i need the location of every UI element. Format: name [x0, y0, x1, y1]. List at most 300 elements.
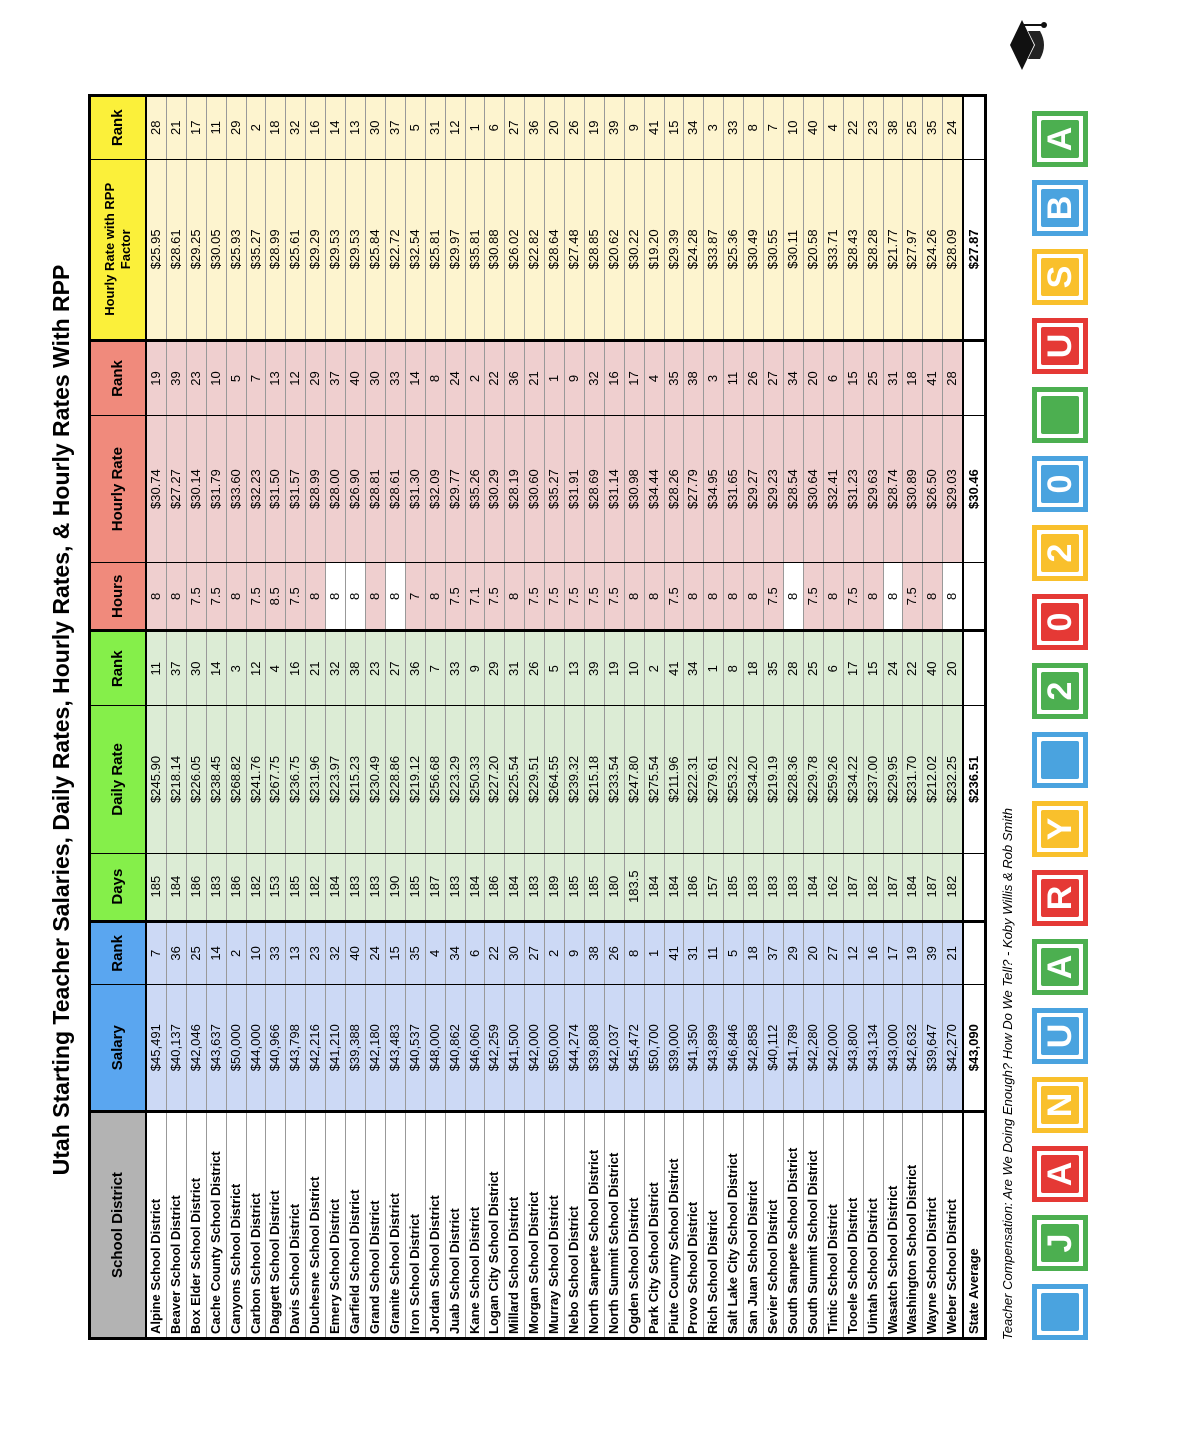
letter-blocks-logo [1032, 111, 1088, 1340]
rpp-rate: $28.64 [545, 159, 565, 340]
days: 183 [744, 853, 764, 921]
days: 185 [286, 853, 306, 921]
salary: $41,789 [784, 985, 804, 1112]
table-row [903, 96, 923, 1339]
rpp-rank: 26 [565, 96, 585, 160]
hourly-rate: $28.74 [883, 415, 903, 562]
hourly-rate: $31.79 [206, 415, 226, 562]
daily-rank: 1 [704, 631, 724, 706]
days: 187 [843, 853, 863, 921]
salary-rank: 32 [326, 921, 346, 985]
salary: $42,046 [186, 985, 206, 1112]
daily-rank: 41 [664, 631, 684, 706]
rpp-rank: 31 [425, 96, 445, 160]
hourly-rate: $34.95 [704, 415, 724, 562]
rpp-rate: $29.53 [326, 159, 346, 340]
hours: 7.5 [286, 563, 306, 631]
daily-rank: 34 [684, 631, 704, 706]
hours: 7.5 [903, 563, 923, 631]
daily-rank: 24 [883, 631, 903, 706]
hourly-rate: $29.77 [445, 415, 465, 562]
rpp-rate: $24.28 [684, 159, 704, 340]
days: 184 [326, 853, 346, 921]
letter-block [1032, 801, 1088, 857]
rpp-rate: $25.81 [425, 159, 445, 340]
salary-rank: 37 [764, 921, 784, 985]
col-header-hours: Hours [90, 563, 147, 631]
daily-rate: $233.54 [604, 706, 624, 853]
hours: 8 [704, 563, 724, 631]
district-name: North Summit School District [604, 1112, 624, 1339]
graduation-cap-icon [1000, 15, 1060, 75]
rpp-rate: $28.61 [166, 159, 186, 340]
rpp-rate: $20.58 [803, 159, 823, 340]
salary-rank: 39 [923, 921, 943, 985]
salary: $40,862 [445, 985, 465, 1112]
hourly-rank: 4 [644, 341, 664, 416]
salary: $41,500 [505, 985, 525, 1112]
daily-rate: $225.54 [505, 706, 525, 853]
rpp-rank: 24 [943, 96, 963, 160]
salary-rank: 40 [346, 921, 366, 985]
hourly-rate: $28.81 [365, 415, 385, 562]
table-row [505, 96, 525, 1339]
hourly-rank: 41 [923, 341, 943, 416]
daily-rate: $215.23 [346, 706, 366, 853]
state-average-label: State Average [963, 1112, 986, 1339]
district-name: Wasatch School District [883, 1112, 903, 1339]
table-row [863, 96, 883, 1339]
district-name: Piute County School District [664, 1112, 684, 1339]
daily-rank: 35 [764, 631, 784, 706]
hours: 8 [863, 563, 883, 631]
rpp-rank: 27 [505, 96, 525, 160]
district-name: Kane School District [465, 1112, 485, 1339]
hours: 7.1 [465, 563, 485, 631]
col-header-hourly-rate: Hourly Rate [90, 415, 147, 562]
rpp-rank: 34 [684, 96, 704, 160]
daily-rank: 3 [226, 631, 246, 706]
salary: $50,000 [226, 985, 246, 1112]
hourly-rank: 9 [565, 341, 585, 416]
hourly-rate: $31.23 [843, 415, 863, 562]
rpp-rate: $29.29 [306, 159, 326, 340]
salary-rank: 31 [684, 921, 704, 985]
rpp-rate: $21.77 [883, 159, 903, 340]
salary: $43,134 [863, 985, 883, 1112]
salary-rank: 41 [664, 921, 684, 985]
rpp-rank: 29 [226, 96, 246, 160]
days: 182 [246, 853, 266, 921]
rpp-rank: 11 [206, 96, 226, 160]
daily-rank: 33 [445, 631, 465, 706]
hours: 8 [505, 563, 525, 631]
letter-block-face: 0 [1041, 465, 1079, 503]
table-row [624, 96, 644, 1339]
district-name: Grand School District [365, 1112, 385, 1339]
hourly-rate: $30.29 [485, 415, 505, 562]
daily-rate: $229.51 [525, 706, 545, 853]
col-header-rpp-rate: Hourly Rate with RPP Factor [90, 159, 147, 340]
salary: $43,000 [883, 985, 903, 1112]
avg-rpp-rate: $27.87 [963, 159, 986, 340]
hours: 7.5 [206, 563, 226, 631]
salary-rank: 15 [385, 921, 405, 985]
salary: $40,966 [266, 985, 286, 1112]
letter-block-face: A [1041, 1155, 1079, 1193]
salary-rank: 26 [604, 921, 624, 985]
rpp-rate: $30.55 [764, 159, 784, 340]
daily-rate: $228.36 [784, 706, 804, 853]
rpp-rate: $30.11 [784, 159, 804, 340]
hourly-rank: 24 [445, 341, 465, 416]
days: 184 [644, 853, 664, 921]
daily-rank: 10 [624, 631, 644, 706]
district-name: Weber School District [943, 1112, 963, 1339]
daily-rank: 30 [186, 631, 206, 706]
hourly-rate: $26.50 [923, 415, 943, 562]
hourly-rate: $31.57 [286, 415, 306, 562]
letter-block-face: J [1041, 1224, 1079, 1262]
table-row [346, 96, 366, 1339]
rpp-rate: $28.85 [584, 159, 604, 340]
hours: 8.5 [266, 563, 286, 631]
district-name: Ogden School District [624, 1112, 644, 1339]
table-row [485, 96, 505, 1339]
rpp-rate: $33.87 [704, 159, 724, 340]
days: 183 [525, 853, 545, 921]
daily-rank: 2 [644, 631, 664, 706]
rpp-rate: $30.88 [485, 159, 505, 340]
rpp-rank: 6 [485, 96, 505, 160]
days: 185 [146, 853, 166, 921]
rpp-rate: $35.81 [465, 159, 485, 340]
hourly-rank: 33 [385, 341, 405, 416]
salary: $43,637 [206, 985, 226, 1112]
letter-block-face [1041, 396, 1079, 434]
salary: $44,274 [565, 985, 585, 1112]
salary: $42,037 [604, 985, 624, 1112]
daily-rank: 18 [744, 631, 764, 706]
salary-rank: 25 [186, 921, 206, 985]
days: 183 [784, 853, 804, 921]
hours: 7.5 [664, 563, 684, 631]
col-header-days: Days [90, 853, 147, 921]
hourly-rate: $31.91 [565, 415, 585, 562]
daily-rank: 20 [943, 631, 963, 706]
days: 183 [206, 853, 226, 921]
hourly-rate: $30.14 [186, 415, 206, 562]
district-name: Davis School District [286, 1112, 306, 1339]
rpp-rank: 13 [346, 96, 366, 160]
salary: $40,112 [764, 985, 784, 1112]
hourly-rank: 36 [505, 341, 525, 416]
letter-block [1032, 732, 1088, 788]
days: 189 [545, 853, 565, 921]
hourly-rank: 6 [823, 341, 843, 416]
table-row [266, 96, 286, 1339]
district-name: Sevier School District [764, 1112, 784, 1339]
daily-rate: $219.12 [405, 706, 425, 853]
hourly-rank: 14 [405, 341, 425, 416]
hourly-rank: 16 [604, 341, 624, 416]
daily-rate: $279.61 [704, 706, 724, 853]
rpp-rate: $32.54 [405, 159, 425, 340]
district-name: Beaver School District [166, 1112, 186, 1339]
rpp-rate: $25.36 [724, 159, 744, 340]
letter-block [1032, 1284, 1088, 1340]
daily-rate: $259.26 [823, 706, 843, 853]
daily-rank: 9 [465, 631, 485, 706]
hours: 7.5 [485, 563, 505, 631]
hourly-rate: $28.69 [584, 415, 604, 562]
district-name: Duchesne School District [306, 1112, 326, 1339]
district-name: Nebo School District [565, 1112, 585, 1339]
rpp-rank: 12 [445, 96, 465, 160]
daily-rank: 7 [425, 631, 445, 706]
salary-rank: 5 [724, 921, 744, 985]
hourly-rank: 25 [863, 341, 883, 416]
hours: 7 [405, 563, 425, 631]
hours: 8 [166, 563, 186, 631]
letter-block-face: 2 [1041, 534, 1079, 572]
days: 185 [724, 853, 744, 921]
salary: $46,846 [724, 985, 744, 1112]
district-name: Washington School District [903, 1112, 923, 1339]
salary: $43,899 [704, 985, 724, 1112]
page-title: Utah Starting Teacher Salaries, Daily Rates, Hourly Rates, & Hourly Rates With RPP [48, 264, 74, 1176]
district-name: Garfield School District [346, 1112, 366, 1339]
rpp-rank: 18 [266, 96, 286, 160]
table-row [405, 96, 425, 1339]
salary: $39,647 [923, 985, 943, 1112]
daily-rate: $268.82 [226, 706, 246, 853]
state-average-row [963, 96, 986, 1339]
days: 183 [764, 853, 784, 921]
daily-rate: $245.90 [146, 706, 166, 853]
table-row [166, 96, 186, 1339]
letter-block-face: B [1041, 189, 1079, 227]
days: 186 [226, 853, 246, 921]
hourly-rate: $33.60 [226, 415, 246, 562]
rpp-rate: $25.84 [365, 159, 385, 340]
rpp-rate: $28.43 [843, 159, 863, 340]
hourly-rate: $35.26 [465, 415, 485, 562]
salary: $42,000 [525, 985, 545, 1112]
salary-rank: 4 [425, 921, 445, 985]
table-row [923, 96, 943, 1339]
hourly-rate: $28.61 [385, 415, 405, 562]
salary: $42,280 [803, 985, 823, 1112]
rpp-rank: 15 [664, 96, 684, 160]
col-header-daily-rate: Daily Rate [90, 706, 147, 853]
rpp-rank: 41 [644, 96, 664, 160]
table-row [186, 96, 206, 1339]
hours: 8 [226, 563, 246, 631]
hours: 8 [644, 563, 664, 631]
letter-block-face [1041, 741, 1079, 779]
hourly-rank: 11 [724, 341, 744, 416]
letter-block [1032, 594, 1088, 650]
daily-rate: $223.97 [326, 706, 346, 853]
salary-rank: 18 [744, 921, 764, 985]
rpp-rate: $28.99 [266, 159, 286, 340]
district-name: Cache County School District [206, 1112, 226, 1339]
hourly-rank: 18 [903, 341, 923, 416]
daily-rank: 14 [206, 631, 226, 706]
district-name: Park City School District [644, 1112, 664, 1339]
table-row [206, 96, 226, 1339]
daily-rate: $229.78 [803, 706, 823, 853]
table-row [565, 96, 585, 1339]
rpp-rate: $28.28 [863, 159, 883, 340]
daily-rate: $230.49 [365, 706, 385, 853]
table-body [146, 96, 963, 1339]
daily-rank: 13 [565, 631, 585, 706]
salary: $40,537 [405, 985, 425, 1112]
letter-block [1032, 1077, 1088, 1133]
hourly-rate: $29.03 [943, 415, 963, 562]
hours: 8 [365, 563, 385, 631]
daily-rank: 26 [525, 631, 545, 706]
daily-rate: $238.45 [206, 706, 226, 853]
letter-block-face: R [1041, 879, 1079, 917]
daily-rank: 22 [903, 631, 923, 706]
rpp-rate: $29.53 [346, 159, 366, 340]
daily-rate: $218.14 [166, 706, 186, 853]
letter-block-face: U [1041, 1017, 1079, 1055]
table-row [803, 96, 823, 1339]
salary: $46,060 [465, 985, 485, 1112]
days: 187 [883, 853, 903, 921]
hourly-rank: 22 [485, 341, 505, 416]
hourly-rank: 2 [465, 341, 485, 416]
hourly-rate: $30.74 [146, 415, 166, 562]
hourly-rate: $31.65 [724, 415, 744, 562]
hourly-rate: $29.63 [863, 415, 883, 562]
hourly-rank: 29 [306, 341, 326, 416]
daily-rate: $234.22 [843, 706, 863, 853]
daily-rate: $237.00 [863, 706, 883, 853]
salary-rank: 30 [505, 921, 525, 985]
salary: $39,388 [346, 985, 366, 1112]
daily-rate: $226.05 [186, 706, 206, 853]
daily-rank: 4 [266, 631, 286, 706]
rpp-rank: 19 [584, 96, 604, 160]
col-header-salary: Salary [90, 985, 147, 1112]
hourly-rate: $28.54 [784, 415, 804, 562]
district-name: Tintic School District [823, 1112, 843, 1339]
salary: $42,858 [744, 985, 764, 1112]
salary: $50,700 [644, 985, 664, 1112]
salary-rank: 17 [883, 921, 903, 985]
table-row [326, 96, 346, 1339]
district-name: Box Elder School District [186, 1112, 206, 1339]
hours: 7.5 [246, 563, 266, 631]
table-row [664, 96, 684, 1339]
salary: $42,270 [943, 985, 963, 1112]
daily-rate: $250.33 [465, 706, 485, 853]
salary-rank: 7 [146, 921, 166, 985]
header-row [90, 96, 147, 1339]
hours: 8 [346, 563, 366, 631]
avg-salary: $43,090 [963, 985, 986, 1112]
district-name: Iron School District [405, 1112, 425, 1339]
table-row [545, 96, 565, 1339]
letter-block [1032, 387, 1088, 443]
daily-rank: 29 [485, 631, 505, 706]
hourly-rate: $30.60 [525, 415, 545, 562]
table-row [604, 96, 624, 1339]
daily-rate: $229.95 [883, 706, 903, 853]
rpp-rank: 14 [326, 96, 346, 160]
daily-rank: 27 [385, 631, 405, 706]
days: 186 [684, 853, 704, 921]
hourly-rate: $29.23 [764, 415, 784, 562]
daily-rank: 12 [246, 631, 266, 706]
salary-rank: 14 [206, 921, 226, 985]
hourly-rate: $30.98 [624, 415, 644, 562]
salary: $39,808 [584, 985, 604, 1112]
days: 184 [903, 853, 923, 921]
salary-rank: 16 [863, 921, 883, 985]
table-row [286, 96, 306, 1339]
salary-rank: 20 [803, 921, 823, 985]
hourly-rate: $35.27 [545, 415, 565, 562]
letter-block-face: S [1041, 258, 1079, 296]
table-row [525, 96, 545, 1339]
daily-rank: 36 [405, 631, 425, 706]
days: 184 [465, 853, 485, 921]
rpp-rate: $29.39 [664, 159, 684, 340]
daily-rank: 6 [823, 631, 843, 706]
daily-rate: $215.18 [584, 706, 604, 853]
rpp-rank: 36 [525, 96, 545, 160]
rpp-rank: 8 [744, 96, 764, 160]
table-row [226, 96, 246, 1339]
rpp-rank: 3 [704, 96, 724, 160]
district-name: Juab School District [445, 1112, 465, 1339]
rpp-rank: 9 [624, 96, 644, 160]
hours: 8 [425, 563, 445, 631]
hourly-rate: $30.89 [903, 415, 923, 562]
salary-rank: 2 [226, 921, 246, 985]
salary-rank: 27 [823, 921, 843, 985]
days: 183.5 [624, 853, 644, 921]
rpp-rate: $28.09 [943, 159, 963, 340]
table-row [584, 96, 604, 1339]
hourly-rank: 32 [584, 341, 604, 416]
daily-rate: $267.75 [266, 706, 286, 853]
daily-rate: $212.02 [923, 706, 943, 853]
days: 185 [584, 853, 604, 921]
hours: 8 [684, 563, 704, 631]
rpp-rank: 10 [784, 96, 804, 160]
rpp-rate: $25.95 [146, 159, 166, 340]
district-name: Uintah School District [863, 1112, 883, 1339]
col-header-daily-rank: Rank [90, 631, 147, 706]
salary-rank: 33 [266, 921, 286, 985]
days: 182 [306, 853, 326, 921]
daily-rate: $239.32 [565, 706, 585, 853]
col-header-hourly-rank: Rank [90, 341, 147, 416]
salary-rank: 9 [565, 921, 585, 985]
letter-block [1032, 1215, 1088, 1271]
letter-block-face: N [1041, 1086, 1079, 1124]
district-name: Emery School District [326, 1112, 346, 1339]
hours: 8 [923, 563, 943, 631]
days: 190 [385, 853, 405, 921]
